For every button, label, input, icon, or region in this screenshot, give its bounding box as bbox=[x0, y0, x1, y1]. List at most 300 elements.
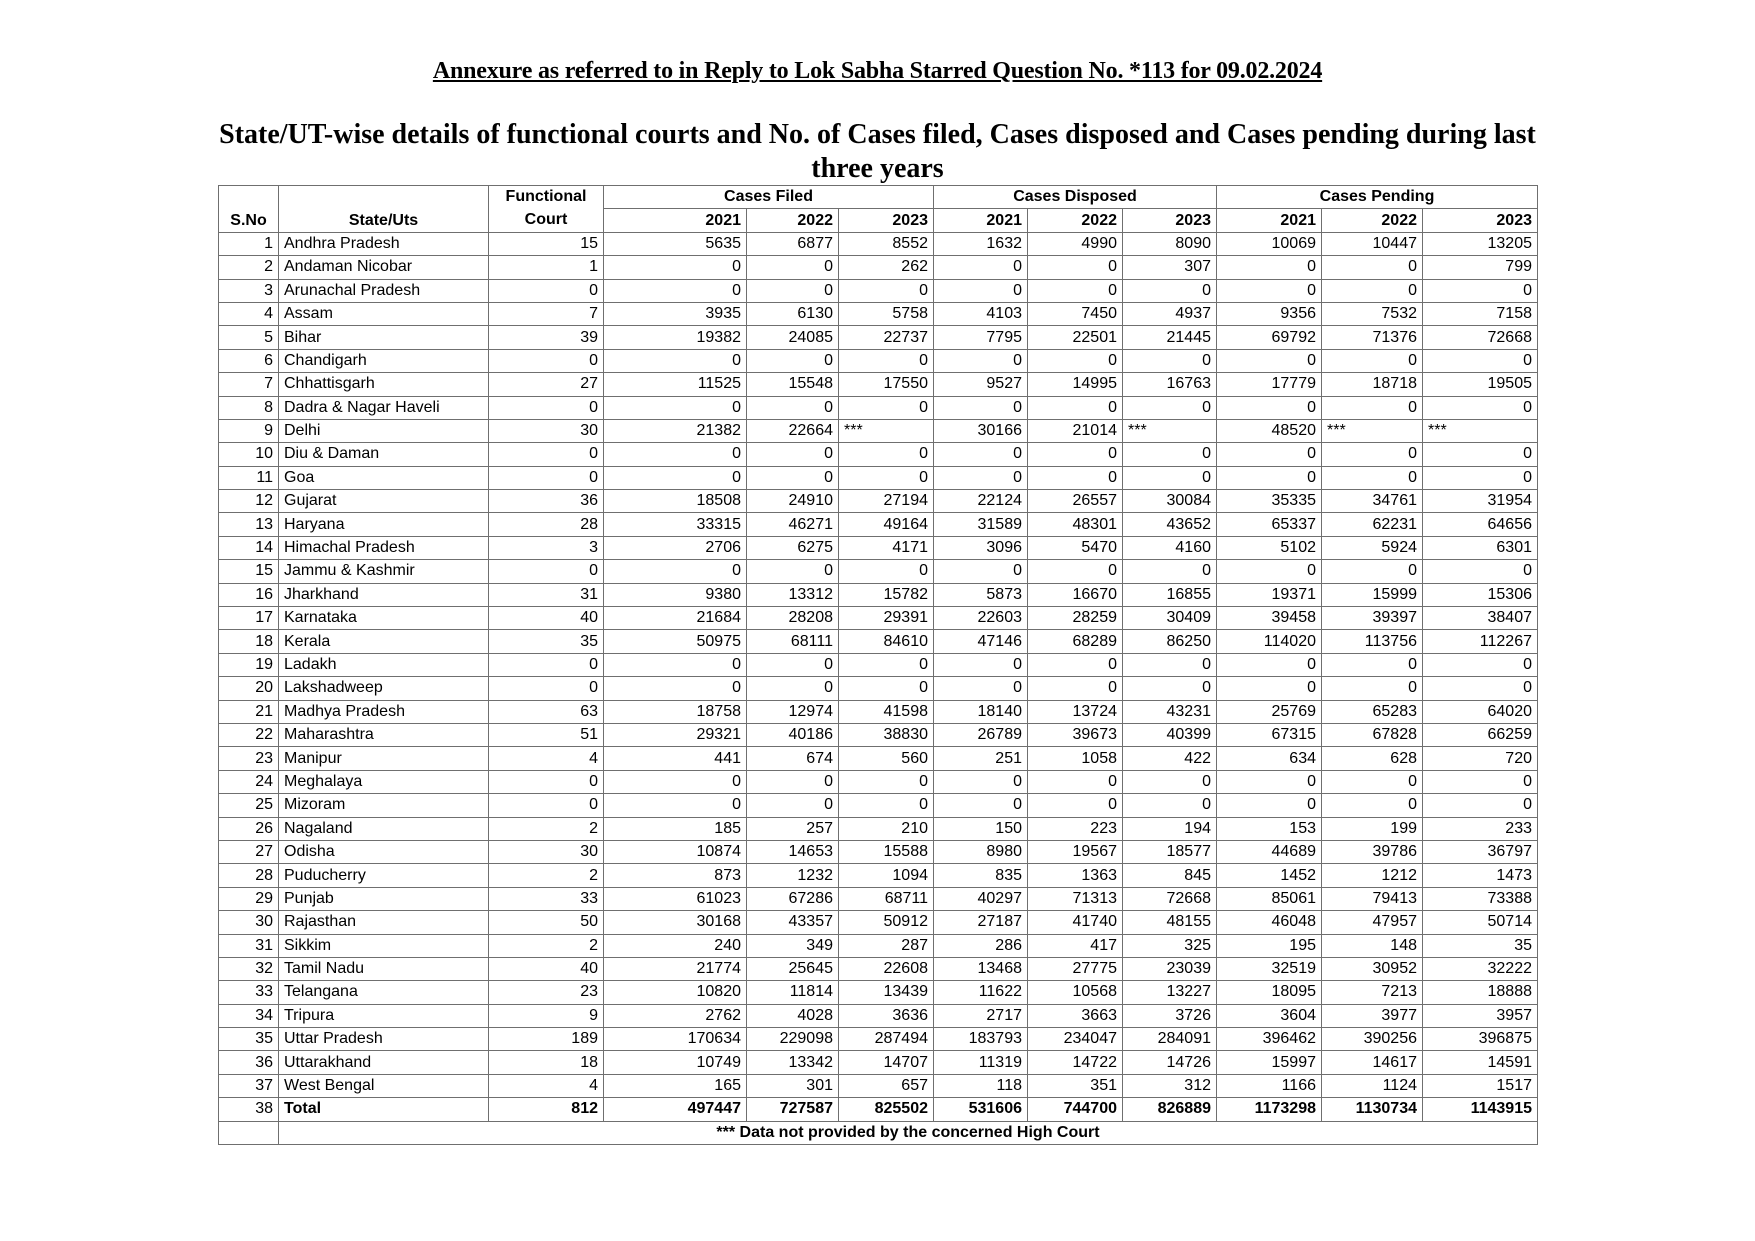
row-functional-courts: 0 bbox=[489, 677, 604, 700]
row-state-name: Puducherry bbox=[279, 864, 489, 887]
row-disposed-2021: 0 bbox=[934, 653, 1028, 676]
row-filed-2021: 2706 bbox=[604, 536, 747, 559]
row-sno: 28 bbox=[219, 864, 279, 887]
row-functional-courts: 35 bbox=[489, 630, 604, 653]
row-filed-2023: 15588 bbox=[839, 840, 934, 863]
row-filed-2023: 17550 bbox=[839, 373, 934, 396]
row-filed-2021: 873 bbox=[604, 864, 747, 887]
row-functional-courts: 0 bbox=[489, 443, 604, 466]
row-filed-2023: 3636 bbox=[839, 1004, 934, 1027]
row-pending-2021: 19371 bbox=[1217, 583, 1322, 606]
row-pending-2023: 18888 bbox=[1423, 981, 1538, 1004]
row-disposed-2023: 0 bbox=[1123, 770, 1217, 793]
row-pending-2023: 1517 bbox=[1423, 1074, 1538, 1097]
row-filed-2023: 0 bbox=[839, 770, 934, 793]
row-pending-2022: 1212 bbox=[1322, 864, 1423, 887]
row-functional-courts: 63 bbox=[489, 700, 604, 723]
row-sno: 29 bbox=[219, 887, 279, 910]
row-disposed-2023: 4937 bbox=[1123, 302, 1217, 325]
row-sno: 22 bbox=[219, 723, 279, 746]
row-pending-2023: 3957 bbox=[1423, 1004, 1538, 1027]
row-functional-courts: 0 bbox=[489, 279, 604, 302]
row-pending-2022: 390256 bbox=[1322, 1028, 1423, 1051]
row-disposed-2023: 3726 bbox=[1123, 1004, 1217, 1027]
row-pending-2021: 9356 bbox=[1217, 302, 1322, 325]
row-state-name: Delhi bbox=[279, 419, 489, 442]
row-disposed-2022: 5470 bbox=[1028, 536, 1123, 559]
row-disposed-2022: 0 bbox=[1028, 256, 1123, 279]
table-row bbox=[219, 700, 1538, 723]
row-disposed-2023: 0 bbox=[1123, 349, 1217, 372]
row-disposed-2022: 16670 bbox=[1028, 583, 1123, 606]
row-state-name: Chandigarh bbox=[279, 349, 489, 372]
row-disposed-2023: 0 bbox=[1123, 396, 1217, 419]
row-filed-2022: 1232 bbox=[747, 864, 839, 887]
row-disposed-2022: 0 bbox=[1028, 653, 1123, 676]
row-filed-2022: 229098 bbox=[747, 1028, 839, 1051]
row-filed-2022: 674 bbox=[747, 747, 839, 770]
row-filed-2021: 165 bbox=[604, 1074, 747, 1097]
row-filed-2023: 0 bbox=[839, 560, 934, 583]
row-disposed-2021: 0 bbox=[934, 677, 1028, 700]
row-filed-2021: 19382 bbox=[604, 326, 747, 349]
row-filed-2023: 0 bbox=[839, 349, 934, 372]
row-filed-2021: 0 bbox=[604, 396, 747, 419]
row-pending-2023: 14591 bbox=[1423, 1051, 1538, 1074]
row-filed-2022: 0 bbox=[747, 396, 839, 419]
row-filed-2022: 0 bbox=[747, 677, 839, 700]
row-state-name: Himachal Pradesh bbox=[279, 536, 489, 559]
row-filed-2023: 13439 bbox=[839, 981, 934, 1004]
row-sno: 30 bbox=[219, 911, 279, 934]
row-filed-2022: 24085 bbox=[747, 326, 839, 349]
row-filed-2021: 50975 bbox=[604, 630, 747, 653]
row-disposed-2022: 39673 bbox=[1028, 723, 1123, 746]
row-sno: 8 bbox=[219, 396, 279, 419]
row-pending-2022: 67828 bbox=[1322, 723, 1423, 746]
table-row bbox=[219, 723, 1538, 746]
row-disposed-2022: 28259 bbox=[1028, 607, 1123, 630]
row-disposed-2021: 18140 bbox=[934, 700, 1028, 723]
row-pending-2021: 48520 bbox=[1217, 419, 1322, 442]
row-filed-2023: 4171 bbox=[839, 536, 934, 559]
row-pending-2023: 15306 bbox=[1423, 583, 1538, 606]
row-disposed-2021: 0 bbox=[934, 443, 1028, 466]
row-functional-courts: 50 bbox=[489, 911, 604, 934]
row-sno: 21 bbox=[219, 700, 279, 723]
header-disposed-2023: 2023 bbox=[1123, 209, 1217, 232]
row-filed-2023: 0 bbox=[839, 466, 934, 489]
row-pending-2022: 1124 bbox=[1322, 1074, 1423, 1097]
row-filed-2021: 0 bbox=[604, 653, 747, 676]
row-filed-2021: 0 bbox=[604, 560, 747, 583]
table-row bbox=[219, 583, 1538, 606]
row-pending-2021: 634 bbox=[1217, 747, 1322, 770]
row-sno: 11 bbox=[219, 466, 279, 489]
row-filed-2023: 0 bbox=[839, 396, 934, 419]
row-filed-2023: 14707 bbox=[839, 1051, 934, 1074]
row-pending-2021: 0 bbox=[1217, 279, 1322, 302]
row-disposed-2021: 835 bbox=[934, 864, 1028, 887]
row-disposed-2023: 23039 bbox=[1123, 957, 1217, 980]
header-disposed-2022: 2022 bbox=[1028, 209, 1123, 232]
row-filed-2023: 29391 bbox=[839, 607, 934, 630]
table-row bbox=[219, 981, 1538, 1004]
row-functional-courts: 30 bbox=[489, 840, 604, 863]
row-disposed-2023: 0 bbox=[1123, 653, 1217, 676]
row-pending-2023: 64656 bbox=[1423, 513, 1538, 536]
row-functional-courts: 0 bbox=[489, 466, 604, 489]
row-filed-2021: 10820 bbox=[604, 981, 747, 1004]
row-disposed-2023: 194 bbox=[1123, 817, 1217, 840]
row-disposed-2022: 22501 bbox=[1028, 326, 1123, 349]
row-pending-2022: 113756 bbox=[1322, 630, 1423, 653]
row-pending-2023: 73388 bbox=[1423, 887, 1538, 910]
annexure-title: Annexure as referred to in Reply to Lok Sabha Starred Question No. *113 for 09.02.2024 bbox=[432, 58, 1323, 84]
row-filed-2021: 33315 bbox=[604, 513, 747, 536]
header-functional-court-line2: Court bbox=[489, 209, 604, 232]
row-filed-2023: 560 bbox=[839, 747, 934, 770]
row-pending-2022: 79413 bbox=[1322, 887, 1423, 910]
row-sno: 24 bbox=[219, 770, 279, 793]
table-row bbox=[219, 466, 1538, 489]
row-filed-2022: 43357 bbox=[747, 911, 839, 934]
row-filed-2021: 18758 bbox=[604, 700, 747, 723]
row-disposed-2021: 0 bbox=[934, 396, 1028, 419]
row-pending-2023: 0 bbox=[1423, 560, 1538, 583]
row-disposed-2022: 0 bbox=[1028, 396, 1123, 419]
row-state-name: Uttar Pradesh bbox=[279, 1028, 489, 1051]
row-filed-2022: 349 bbox=[747, 934, 839, 957]
row-pending-2023: 36797 bbox=[1423, 840, 1538, 863]
row-pending-2021: 0 bbox=[1217, 560, 1322, 583]
row-filed-2022: 68111 bbox=[747, 630, 839, 653]
row-disposed-2022: 351 bbox=[1028, 1074, 1123, 1097]
row-sno: 20 bbox=[219, 677, 279, 700]
row-disposed-2022: 0 bbox=[1028, 770, 1123, 793]
row-pending-2022: 15999 bbox=[1322, 583, 1423, 606]
row-functional-courts: 23 bbox=[489, 981, 604, 1004]
row-pending-2021: 10069 bbox=[1217, 232, 1322, 255]
row-disposed-2023: *** bbox=[1123, 419, 1217, 442]
header-pending-2021: 2021 bbox=[1217, 209, 1322, 232]
row-disposed-2021: 2717 bbox=[934, 1004, 1028, 1027]
row-functional-courts: 0 bbox=[489, 770, 604, 793]
row-pending-2023: 32222 bbox=[1423, 957, 1538, 980]
row-disposed-2023: 43652 bbox=[1123, 513, 1217, 536]
row-pending-2022: *** bbox=[1322, 419, 1423, 442]
row-disposed-2021: 11622 bbox=[934, 981, 1028, 1004]
table-row bbox=[219, 513, 1538, 536]
row-disposed-2021: 286 bbox=[934, 934, 1028, 957]
row-pending-2023: 19505 bbox=[1423, 373, 1538, 396]
row-disposed-2022: 71313 bbox=[1028, 887, 1123, 910]
row-disposed-2021: 0 bbox=[934, 466, 1028, 489]
row-sno: 13 bbox=[219, 513, 279, 536]
row-filed-2023: 38830 bbox=[839, 723, 934, 746]
row-pending-2022: 65283 bbox=[1322, 700, 1423, 723]
row-state-name: Rajasthan bbox=[279, 911, 489, 934]
row-filed-2021: 0 bbox=[604, 677, 747, 700]
table-row bbox=[219, 1051, 1538, 1074]
table-row bbox=[219, 887, 1538, 910]
row-pending-2023: 38407 bbox=[1423, 607, 1538, 630]
table-row bbox=[219, 864, 1538, 887]
table-row bbox=[219, 302, 1538, 325]
row-pending-2021: 46048 bbox=[1217, 911, 1322, 934]
row-filed-2022: 40186 bbox=[747, 723, 839, 746]
row-disposed-2022: 417 bbox=[1028, 934, 1123, 957]
row-filed-2022: 22664 bbox=[747, 419, 839, 442]
row-disposed-2021: 30166 bbox=[934, 419, 1028, 442]
header-cases-pending: Cases Pending bbox=[1217, 186, 1538, 209]
row-pending-2023: 6301 bbox=[1423, 536, 1538, 559]
row-state-name: Andhra Pradesh bbox=[279, 232, 489, 255]
row-functional-courts: 2 bbox=[489, 864, 604, 887]
row-functional-courts: 3 bbox=[489, 536, 604, 559]
row-state-name: Diu & Daman bbox=[279, 443, 489, 466]
row-filed-2022: 67286 bbox=[747, 887, 839, 910]
row-filed-2023: 0 bbox=[839, 794, 934, 817]
header-filed-2023: 2023 bbox=[839, 209, 934, 232]
total-disposed-2021: 531606 bbox=[934, 1098, 1028, 1121]
row-disposed-2023: 0 bbox=[1123, 279, 1217, 302]
row-pending-2023: 0 bbox=[1423, 653, 1538, 676]
row-filed-2021: 2762 bbox=[604, 1004, 747, 1027]
row-pending-2023: 35 bbox=[1423, 934, 1538, 957]
table-row bbox=[219, 1028, 1538, 1051]
row-filed-2022: 13342 bbox=[747, 1051, 839, 1074]
row-disposed-2023: 0 bbox=[1123, 794, 1217, 817]
row-state-name: West Bengal bbox=[279, 1074, 489, 1097]
row-filed-2022: 0 bbox=[747, 794, 839, 817]
row-pending-2022: 39397 bbox=[1322, 607, 1423, 630]
row-filed-2023: 287494 bbox=[839, 1028, 934, 1051]
row-pending-2021: 65337 bbox=[1217, 513, 1322, 536]
row-state-name: Tamil Nadu bbox=[279, 957, 489, 980]
row-functional-courts: 18 bbox=[489, 1051, 604, 1074]
row-filed-2022: 13312 bbox=[747, 583, 839, 606]
row-disposed-2022: 10568 bbox=[1028, 981, 1123, 1004]
row-disposed-2023: 284091 bbox=[1123, 1028, 1217, 1051]
table-row bbox=[219, 560, 1538, 583]
row-sno: 7 bbox=[219, 373, 279, 396]
row-sno: 1 bbox=[219, 232, 279, 255]
row-pending-2023: 66259 bbox=[1423, 723, 1538, 746]
row-state-name: Haryana bbox=[279, 513, 489, 536]
row-filed-2023: 0 bbox=[839, 677, 934, 700]
row-filed-2023: 5758 bbox=[839, 302, 934, 325]
row-filed-2021: 29321 bbox=[604, 723, 747, 746]
row-state-name: Punjab bbox=[279, 887, 489, 910]
row-disposed-2021: 0 bbox=[934, 794, 1028, 817]
row-functional-courts: 30 bbox=[489, 419, 604, 442]
row-pending-2022: 18718 bbox=[1322, 373, 1423, 396]
row-disposed-2022: 223 bbox=[1028, 817, 1123, 840]
total-pending-2022: 1130734 bbox=[1322, 1098, 1423, 1121]
row-functional-courts: 2 bbox=[489, 817, 604, 840]
row-pending-2021: 25769 bbox=[1217, 700, 1322, 723]
row-filed-2021: 18508 bbox=[604, 490, 747, 513]
row-pending-2022: 0 bbox=[1322, 443, 1423, 466]
row-disposed-2023: 48155 bbox=[1123, 911, 1217, 934]
row-disposed-2022: 0 bbox=[1028, 794, 1123, 817]
row-disposed-2021: 0 bbox=[934, 256, 1028, 279]
row-pending-2021: 18095 bbox=[1217, 981, 1322, 1004]
row-functional-courts: 9 bbox=[489, 1004, 604, 1027]
row-filed-2021: 240 bbox=[604, 934, 747, 957]
row-functional-courts: 31 bbox=[489, 583, 604, 606]
row-pending-2021: 3604 bbox=[1217, 1004, 1322, 1027]
row-pending-2022: 0 bbox=[1322, 677, 1423, 700]
row-disposed-2021: 22124 bbox=[934, 490, 1028, 513]
row-disposed-2023: 325 bbox=[1123, 934, 1217, 957]
row-pending-2022: 5924 bbox=[1322, 536, 1423, 559]
table-row bbox=[219, 770, 1538, 793]
row-disposed-2023: 40399 bbox=[1123, 723, 1217, 746]
row-disposed-2022: 0 bbox=[1028, 349, 1123, 372]
row-state-name: Maharashtra bbox=[279, 723, 489, 746]
row-disposed-2021: 9527 bbox=[934, 373, 1028, 396]
row-functional-courts: 7 bbox=[489, 302, 604, 325]
row-pending-2021: 17779 bbox=[1217, 373, 1322, 396]
row-pending-2022: 7213 bbox=[1322, 981, 1423, 1004]
row-filed-2023: 68711 bbox=[839, 887, 934, 910]
total-filed-2021: 497447 bbox=[604, 1098, 747, 1121]
table-row bbox=[219, 536, 1538, 559]
row-functional-courts: 0 bbox=[489, 396, 604, 419]
row-pending-2021: 0 bbox=[1217, 466, 1322, 489]
row-filed-2021: 0 bbox=[604, 279, 747, 302]
row-disposed-2022: 1058 bbox=[1028, 747, 1123, 770]
row-filed-2022: 24910 bbox=[747, 490, 839, 513]
table-row bbox=[219, 677, 1538, 700]
row-state-name: Bihar bbox=[279, 326, 489, 349]
header-sno: S.No bbox=[219, 186, 279, 233]
row-pending-2022: 10447 bbox=[1322, 232, 1423, 255]
row-sno: 35 bbox=[219, 1028, 279, 1051]
row-state-name: Madhya Pradesh bbox=[279, 700, 489, 723]
row-disposed-2023: 30084 bbox=[1123, 490, 1217, 513]
row-disposed-2021: 31589 bbox=[934, 513, 1028, 536]
row-pending-2021: 44689 bbox=[1217, 840, 1322, 863]
row-filed-2021: 10874 bbox=[604, 840, 747, 863]
row-sno: 5 bbox=[219, 326, 279, 349]
row-sno: 16 bbox=[219, 583, 279, 606]
row-pending-2021: 0 bbox=[1217, 677, 1322, 700]
row-functional-courts: 0 bbox=[489, 794, 604, 817]
row-pending-2022: 0 bbox=[1322, 770, 1423, 793]
row-functional-courts: 189 bbox=[489, 1028, 604, 1051]
row-sno: 15 bbox=[219, 560, 279, 583]
row-pending-2023: 0 bbox=[1423, 396, 1538, 419]
total-courts: 812 bbox=[489, 1098, 604, 1121]
row-disposed-2022: 3663 bbox=[1028, 1004, 1123, 1027]
row-filed-2021: 61023 bbox=[604, 887, 747, 910]
row-disposed-2021: 7795 bbox=[934, 326, 1028, 349]
row-filed-2021: 21684 bbox=[604, 607, 747, 630]
row-disposed-2022: 19567 bbox=[1028, 840, 1123, 863]
row-filed-2023: 15782 bbox=[839, 583, 934, 606]
row-functional-courts: 2 bbox=[489, 934, 604, 957]
row-pending-2022: 3977 bbox=[1322, 1004, 1423, 1027]
row-filed-2022: 0 bbox=[747, 560, 839, 583]
table-row bbox=[219, 443, 1538, 466]
row-filed-2022: 0 bbox=[747, 770, 839, 793]
row-state-name: Tripura bbox=[279, 1004, 489, 1027]
table-row bbox=[219, 607, 1538, 630]
row-sno: 32 bbox=[219, 957, 279, 980]
row-state-name: Lakshadweep bbox=[279, 677, 489, 700]
row-functional-courts: 27 bbox=[489, 373, 604, 396]
row-sno: 31 bbox=[219, 934, 279, 957]
row-disposed-2023: 0 bbox=[1123, 677, 1217, 700]
row-filed-2021: 21774 bbox=[604, 957, 747, 980]
row-filed-2021: 5635 bbox=[604, 232, 747, 255]
row-disposed-2021: 27187 bbox=[934, 911, 1028, 934]
row-pending-2021: 1166 bbox=[1217, 1074, 1322, 1097]
row-pending-2021: 67315 bbox=[1217, 723, 1322, 746]
row-disposed-2023: 86250 bbox=[1123, 630, 1217, 653]
row-pending-2022: 7532 bbox=[1322, 302, 1423, 325]
row-disposed-2021: 0 bbox=[934, 349, 1028, 372]
row-disposed-2023: 0 bbox=[1123, 443, 1217, 466]
row-functional-courts: 28 bbox=[489, 513, 604, 536]
row-state-name: Ladakh bbox=[279, 653, 489, 676]
row-state-name: Goa bbox=[279, 466, 489, 489]
row-sno: 14 bbox=[219, 536, 279, 559]
row-filed-2022: 0 bbox=[747, 466, 839, 489]
row-filed-2021: 21382 bbox=[604, 419, 747, 442]
row-filed-2021: 0 bbox=[604, 466, 747, 489]
header-filed-2021: 2021 bbox=[604, 209, 747, 232]
row-disposed-2021: 1632 bbox=[934, 232, 1028, 255]
header-cases-filed: Cases Filed bbox=[604, 186, 934, 209]
row-pending-2022: 14617 bbox=[1322, 1051, 1423, 1074]
row-disposed-2021: 0 bbox=[934, 560, 1028, 583]
row-sno: 26 bbox=[219, 817, 279, 840]
row-disposed-2022: 14722 bbox=[1028, 1051, 1123, 1074]
row-filed-2023: 1094 bbox=[839, 864, 934, 887]
row-disposed-2023: 845 bbox=[1123, 864, 1217, 887]
row-pending-2022: 0 bbox=[1322, 466, 1423, 489]
row-sno: 3 bbox=[219, 279, 279, 302]
row-pending-2023: 0 bbox=[1423, 279, 1538, 302]
row-state-name: Andaman Nicobar bbox=[279, 256, 489, 279]
row-functional-courts: 0 bbox=[489, 653, 604, 676]
row-pending-2023: 64020 bbox=[1423, 700, 1538, 723]
footnote: *** Data not provided by the concerned High Court bbox=[279, 1121, 1538, 1144]
row-sno: 9 bbox=[219, 419, 279, 442]
row-disposed-2023: 16763 bbox=[1123, 373, 1217, 396]
header-disposed-2021: 2021 bbox=[934, 209, 1028, 232]
row-pending-2023: 396875 bbox=[1423, 1028, 1538, 1051]
court-cases-table bbox=[218, 185, 1538, 1145]
row-state-name: Assam bbox=[279, 302, 489, 325]
row-disposed-2023: 18577 bbox=[1123, 840, 1217, 863]
row-pending-2022: 62231 bbox=[1322, 513, 1423, 536]
table-row bbox=[219, 934, 1538, 957]
row-state-name: Odisha bbox=[279, 840, 489, 863]
row-disposed-2021: 22603 bbox=[934, 607, 1028, 630]
row-state-name: Arunachal Pradesh bbox=[279, 279, 489, 302]
row-filed-2021: 0 bbox=[604, 443, 747, 466]
row-filed-2023: 41598 bbox=[839, 700, 934, 723]
row-filed-2023: 50912 bbox=[839, 911, 934, 934]
row-state-name: Telangana bbox=[279, 981, 489, 1004]
row-filed-2023: 657 bbox=[839, 1074, 934, 1097]
row-filed-2021: 3935 bbox=[604, 302, 747, 325]
